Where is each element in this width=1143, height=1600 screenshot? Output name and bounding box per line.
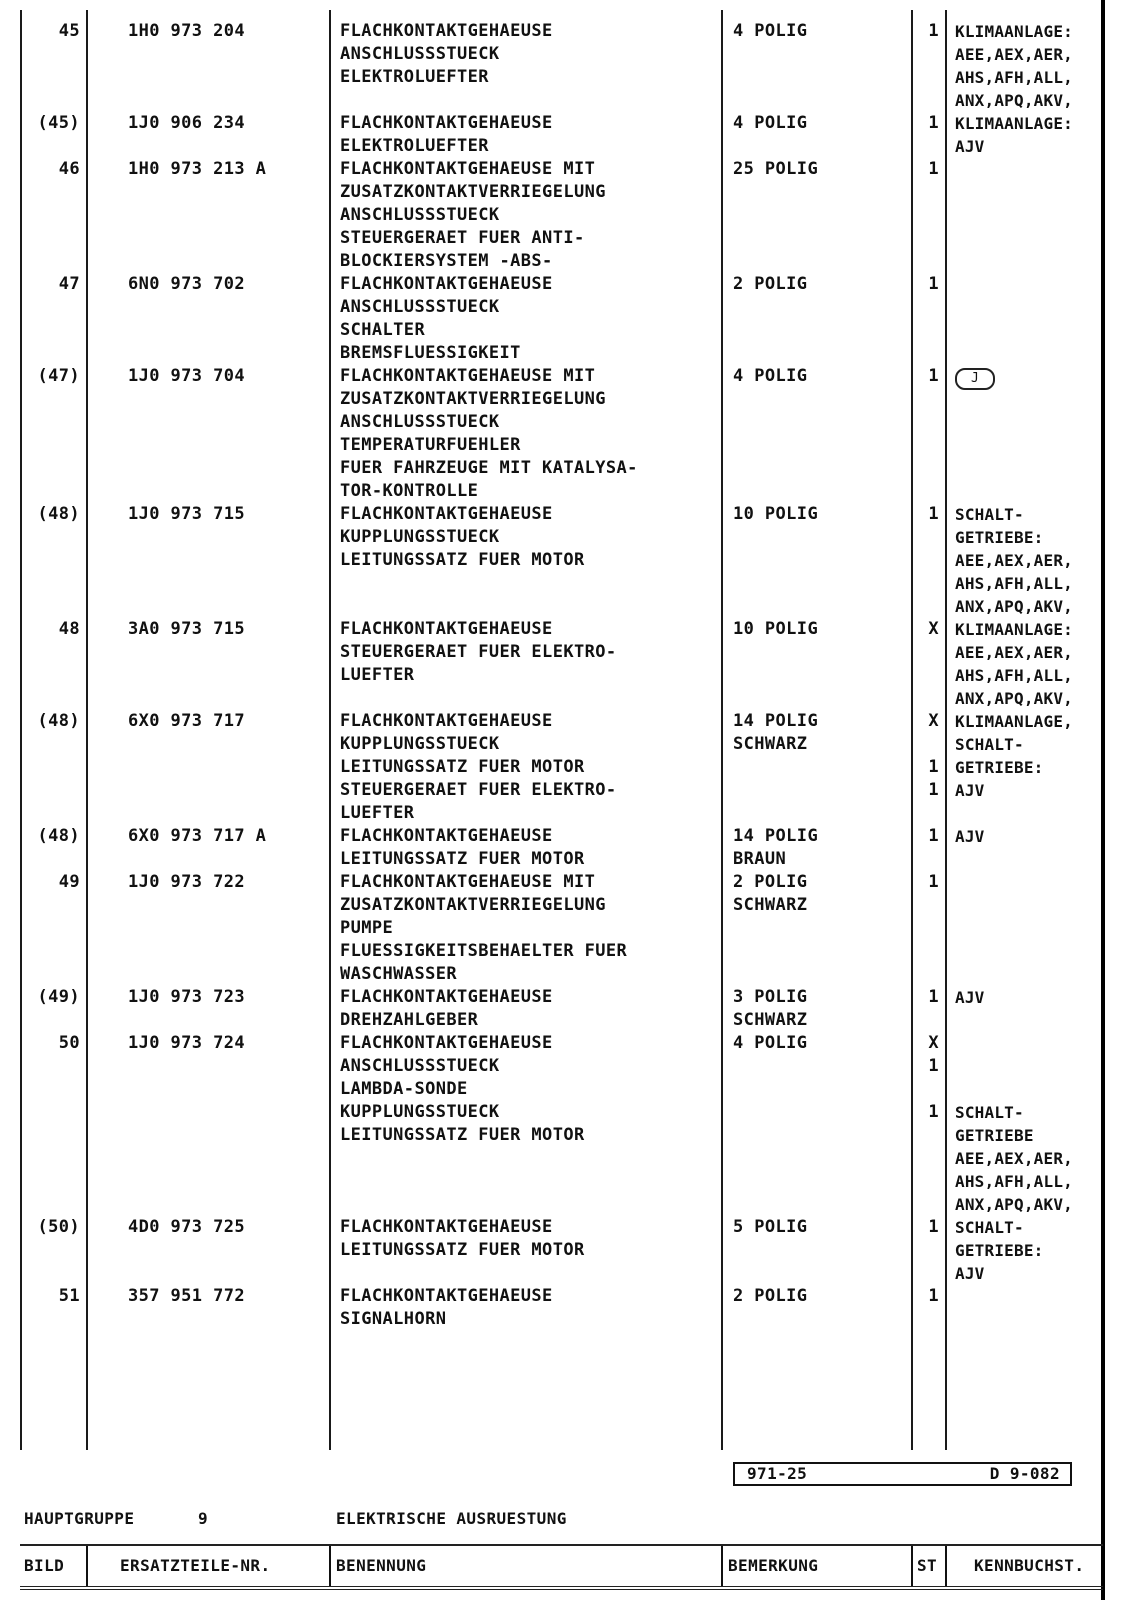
header-bemerkung: BEMERKUNG (728, 1556, 819, 1575)
bild-number: (45) (37, 113, 80, 133)
description-line: FLACHKONTAKTGEHAEUSE (340, 619, 553, 639)
description-line: LEITUNGSSATZ FUER MOTOR (340, 757, 585, 777)
quantity-line: 1 (928, 504, 939, 524)
remark-line: 2 POLIG (733, 872, 808, 892)
table-row (0, 1032, 1143, 1216)
quantity (903, 20, 939, 43)
remark-line: SCHWARZ (733, 1010, 808, 1030)
kennbuchst-line: AJV (955, 1264, 985, 1283)
part-number: 1J0 973 722 (128, 872, 245, 892)
kennbuchst-line: ANX,APQ,AKV, (955, 597, 1073, 616)
kennbuchst (955, 20, 1073, 112)
part-number: 1J0 973 704 (128, 366, 245, 386)
part-number: 6X0 973 717 A (128, 826, 267, 846)
description-line: STEUERGERAET FUER ELEKTRO- (340, 642, 617, 662)
part-number: 1H0 973 204 (128, 21, 245, 41)
description (340, 273, 553, 365)
remark-line: 4 POLIG (733, 21, 808, 41)
kennbuchst-line: AHS,AFH,ALL, (955, 1172, 1073, 1191)
remark (733, 273, 807, 296)
remark (733, 1032, 807, 1055)
description-line: LUEFTER (340, 803, 415, 823)
description (340, 112, 553, 158)
description-line: BREMSFLUESSIGKEIT (340, 343, 521, 363)
kennbuchst-line: AJV (955, 988, 985, 1007)
description-line: FLACHKONTAKTGEHAEUSE (340, 1286, 553, 1306)
quantity-line (903, 1078, 939, 1101)
quantity-line: 1 (928, 159, 939, 179)
description-line: ANSCHLUSSSTUECK (340, 205, 500, 225)
remark-line: BRAUN (733, 849, 787, 869)
description-line: SCHALTER (340, 320, 426, 340)
quantity-line: 1 (928, 780, 939, 800)
kennbuchst (955, 986, 985, 1009)
description (340, 503, 585, 572)
description-line: ANSCHLUSSSTUECK (340, 412, 500, 432)
description-line: PUMPE (340, 918, 394, 938)
column-header (20, 1544, 1103, 1590)
description-line: ELEKTROLUEFTER (340, 67, 489, 87)
description (340, 618, 617, 687)
quantity-line: 1 (928, 872, 939, 892)
part-number: 4D0 973 725 (128, 1217, 245, 1237)
kennbuchst-line: KLIMAANLAGE: (955, 114, 1073, 133)
kennbuchst-line: AHS,AFH,ALL, (955, 666, 1073, 685)
description-line: FLACHKONTAKTGEHAEUSE MIT (340, 872, 596, 892)
remark-line: 4 POLIG (733, 1033, 808, 1053)
header-ersatzteile-nr: ERSATZTEILE-NR. (120, 1556, 271, 1575)
kennbuchst-line: GETRIEBE: (955, 758, 1044, 777)
kennbuchst-line: SCHALT- (955, 1103, 1024, 1122)
description (340, 986, 553, 1032)
header-sep (86, 1546, 88, 1586)
part-number: 1J0 973 723 (128, 987, 245, 1007)
kennbuchst (955, 618, 1073, 710)
description (340, 710, 617, 825)
quantity-line: 1 (928, 113, 939, 133)
quantity-line (903, 733, 939, 756)
header-sep (721, 1546, 723, 1586)
description-line: LEITUNGSSATZ FUER MOTOR (340, 550, 585, 570)
quantity-line: 1 (928, 21, 939, 41)
description-line: FLACHKONTAKTGEHAEUSE (340, 504, 553, 524)
description-line: FLACHKONTAKTGEHAEUSE (340, 274, 553, 294)
group-label: HAUPTGRUPPE (24, 1509, 135, 1528)
quantity (903, 112, 939, 135)
remark-line: 5 POLIG (733, 1217, 808, 1237)
description-line: ZUSATZKONTAKTVERRIEGELUNG (340, 895, 606, 915)
description-line: SIGNALHORN (340, 1309, 447, 1329)
quantity-line: 1 (928, 987, 939, 1007)
part-number: 3A0 973 715 (128, 619, 245, 639)
kennbuchst-line: ANX,APQ,AKV, (955, 1195, 1073, 1214)
quantity (903, 365, 939, 388)
description-line: FLACHKONTAKTGEHAEUSE (340, 1033, 553, 1053)
description-line: FLACHKONTAKTGEHAEUSE MIT (340, 159, 596, 179)
header-st: ST (917, 1556, 938, 1575)
quantity (903, 986, 939, 1009)
kennbuchst-line (955, 1078, 1073, 1101)
quantity (903, 618, 939, 641)
quantity (903, 158, 939, 181)
part-number: 1J0 906 234 (128, 113, 245, 133)
table-row (0, 112, 1143, 158)
header-kennbuchst: KENNBUCHST. (974, 1556, 1085, 1575)
kennbuchst-line: AJV (955, 137, 985, 156)
description-line: LEITUNGSSATZ FUER MOTOR (340, 1125, 585, 1145)
quantity-line: X (928, 711, 939, 731)
kennbuchst-line: SCHALT- (955, 735, 1024, 754)
remark (733, 503, 818, 526)
kennbuchst-line: ANX,APQ,AKV, (955, 91, 1073, 110)
table-row (0, 1216, 1143, 1285)
part-number: 6N0 973 702 (128, 274, 245, 294)
kennbuchst-line: KLIMAANLAGE: (955, 620, 1073, 639)
description-line: DREHZAHLGEBER (340, 1010, 479, 1030)
quantity-line: 1 (928, 1286, 939, 1306)
kennbuchst-line: ANX,APQ,AKV, (955, 689, 1073, 708)
bild-number: (47) (37, 366, 80, 386)
quantity (903, 1216, 939, 1239)
bild-number: (48) (37, 504, 80, 524)
description-line: FLACHKONTAKTGEHAEUSE (340, 826, 553, 846)
description (340, 1285, 553, 1331)
remark-line: 3 POLIG (733, 987, 808, 1007)
kennbuchst-line: GETRIEBE (955, 1126, 1034, 1145)
description (340, 871, 627, 986)
remark-line: 25 POLIG (733, 159, 819, 179)
part-number: 357 951 772 (128, 1286, 245, 1306)
remark-line: 4 POLIG (733, 113, 808, 133)
remark-line: 14 POLIG (733, 711, 819, 731)
remark (733, 710, 818, 756)
remark-line: 2 POLIG (733, 274, 808, 294)
remark-line: 4 POLIG (733, 366, 808, 386)
table-row (0, 710, 1143, 825)
kennbuchst-line: AHS,AFH,ALL, (955, 574, 1073, 593)
remark (733, 1216, 807, 1239)
kennbuchst (955, 710, 1073, 802)
description-line: LUEFTER (340, 665, 415, 685)
remark-line: SCHWARZ (733, 895, 808, 915)
kennbuchst-line: AEE,AEX,AER, (955, 551, 1073, 570)
table-row (0, 825, 1143, 871)
description-line: ZUSATZKONTAKTVERRIEGELUNG (340, 389, 606, 409)
group-title: ELEKTRISCHE AUSRUESTUNG (336, 1509, 567, 1528)
table-row (0, 1285, 1143, 1331)
bild-number: 50 (58, 1033, 80, 1053)
kennbuchst-line: GETRIEBE: (955, 528, 1044, 547)
kennbuchst-line: AEE,AEX,AER, (955, 1149, 1073, 1168)
kennbuchst-line: KLIMAANLAGE: (955, 22, 1073, 41)
description-line: TOR-KONTROLLE (340, 481, 479, 501)
description-line: KUPPLUNGSSTUECK (340, 1102, 500, 1122)
kennbuchst (955, 1032, 1073, 1216)
page-code-box (733, 1462, 1072, 1486)
description-line: ANSCHLUSSSTUECK (340, 297, 500, 317)
description-line: KUPPLUNGSSTUECK (340, 527, 500, 547)
header-sep (945, 1546, 947, 1586)
kennbuchst-line: GETRIEBE: (955, 1241, 1044, 1260)
description-line: ANSCHLUSSSTUECK (340, 1056, 500, 1076)
description-line: FLUESSIGKEITSBEHAELTER FUER (340, 941, 628, 961)
kennbuchst-line (955, 1032, 1073, 1055)
quantity-line: 1 (928, 1217, 939, 1237)
group-number: 9 (198, 1509, 209, 1528)
quantity (903, 710, 939, 802)
description-line: FLACHKONTAKTGEHAEUSE (340, 1217, 553, 1237)
description-line: ANSCHLUSSSTUECK (340, 44, 500, 64)
kennbuchst (955, 825, 985, 848)
description-line: LEITUNGSSATZ FUER MOTOR (340, 1240, 585, 1260)
description (340, 1032, 585, 1147)
bild-number: 51 (58, 1286, 80, 1306)
remark (733, 1285, 807, 1308)
kennbuchst (955, 365, 995, 390)
kennbuchst-line: SCHALT- (955, 1218, 1024, 1237)
quantity (903, 273, 939, 296)
header-sep (329, 1546, 331, 1586)
kennbuchst-line: AEE,AEX,AER, (955, 643, 1073, 662)
kennbuchst-line: AJV (955, 781, 985, 800)
remark-line: SCHWARZ (733, 734, 808, 754)
quantity-line: 1 (928, 826, 939, 846)
description-line: BLOCKIERSYSTEM -ABS- (340, 251, 553, 271)
kennbuchst-line: AHS,AFH,ALL, (955, 68, 1073, 87)
kennbuchst-line (955, 1055, 1073, 1078)
description-line: FLACHKONTAKTGEHAEUSE (340, 21, 553, 41)
description-line: TEMPERATURFUEHLER (340, 435, 521, 455)
description-line: STEUERGERAET FUER ANTI- (340, 228, 585, 248)
description-line: FUER FAHRZEUGE MIT KATALYSA- (340, 458, 638, 478)
description-line: WASCHWASSER (340, 964, 457, 984)
bild-number: 47 (58, 274, 80, 294)
description-line: KUPPLUNGSSTUECK (340, 734, 500, 754)
quantity-line: X (928, 1033, 939, 1053)
remark (733, 986, 807, 1032)
quantity (903, 871, 939, 894)
description-line: FLACHKONTAKTGEHAEUSE (340, 711, 553, 731)
remark-line: 10 POLIG (733, 504, 819, 524)
remark (733, 112, 807, 135)
quantity (903, 503, 939, 526)
description-line: ELEKTROLUEFTER (340, 136, 489, 156)
table-row (0, 365, 1143, 503)
table-row (0, 273, 1143, 365)
description (340, 825, 585, 871)
table-row (0, 986, 1143, 1032)
description-line: LAMBDA-SONDE (340, 1079, 468, 1099)
kennbuchst (955, 112, 1073, 158)
part-number: 1H0 973 213 A (128, 159, 267, 179)
quantity-line: 1 (928, 1056, 939, 1076)
remark (733, 871, 807, 917)
description-line: FLACHKONTAKTGEHAEUSE MIT (340, 366, 596, 386)
page-code: D 9-082 (989, 1464, 1060, 1483)
header-bild: BILD (24, 1556, 65, 1575)
remark-line: 2 POLIG (733, 1286, 808, 1306)
remark (733, 158, 818, 181)
quantity-line: 1 (928, 1102, 939, 1122)
description-line: FLACHKONTAKTGEHAEUSE (340, 987, 553, 1007)
description-line: STEUERGERAET FUER ELEKTRO- (340, 780, 617, 800)
bild-number: 45 (58, 21, 80, 41)
section-code: 971-25 (747, 1464, 808, 1483)
quantity-line: 1 (928, 757, 939, 777)
description (340, 1216, 585, 1262)
kennbuchst-line: KLIMAANLAGE, (955, 712, 1073, 731)
part-number: 6X0 973 717 (128, 711, 245, 731)
quantity-line: X (928, 619, 939, 639)
description (340, 158, 606, 273)
description-line: LEITUNGSSATZ FUER MOTOR (340, 849, 585, 869)
description-line: FLACHKONTAKTGEHAEUSE (340, 113, 553, 133)
remark (733, 618, 818, 641)
bild-number: (48) (37, 711, 80, 731)
table-row (0, 503, 1143, 618)
description-line: ZUSATZKONTAKTVERRIEGELUNG (340, 182, 606, 202)
quantity-line: 1 (928, 366, 939, 386)
header-benennung: BENENNUNG (336, 1556, 427, 1575)
part-number: 1J0 973 724 (128, 1033, 245, 1053)
quantity (903, 825, 939, 848)
remark (733, 825, 818, 871)
part-number: 1J0 973 715 (128, 504, 245, 524)
table-row (0, 871, 1143, 986)
quantity (903, 1285, 939, 1308)
table-row (0, 158, 1143, 273)
bild-number: 48 (58, 619, 80, 639)
bild-number: (49) (37, 987, 80, 1007)
remark (733, 20, 807, 43)
bild-number: 49 (58, 872, 80, 892)
kennbuchst-line: AJV (955, 827, 985, 846)
quantity-line: 1 (928, 274, 939, 294)
remark-line: 14 POLIG (733, 826, 819, 846)
table-row (0, 20, 1143, 112)
bild-number: (50) (37, 1217, 80, 1237)
bild-number: (48) (37, 826, 80, 846)
circled-j-symbol: J (955, 368, 995, 390)
kennbuchst-line: SCHALT- (955, 505, 1024, 524)
bild-number: 46 (58, 159, 80, 179)
header-sep (911, 1546, 913, 1586)
description (340, 365, 638, 503)
table-row (0, 618, 1143, 710)
kennbuchst (955, 503, 1073, 618)
kennbuchst-line: AEE,AEX,AER, (955, 45, 1073, 64)
kennbuchst (955, 1216, 1044, 1285)
remark-line: 10 POLIG (733, 619, 819, 639)
description (340, 20, 553, 89)
quantity (903, 1032, 939, 1124)
remark (733, 365, 807, 388)
